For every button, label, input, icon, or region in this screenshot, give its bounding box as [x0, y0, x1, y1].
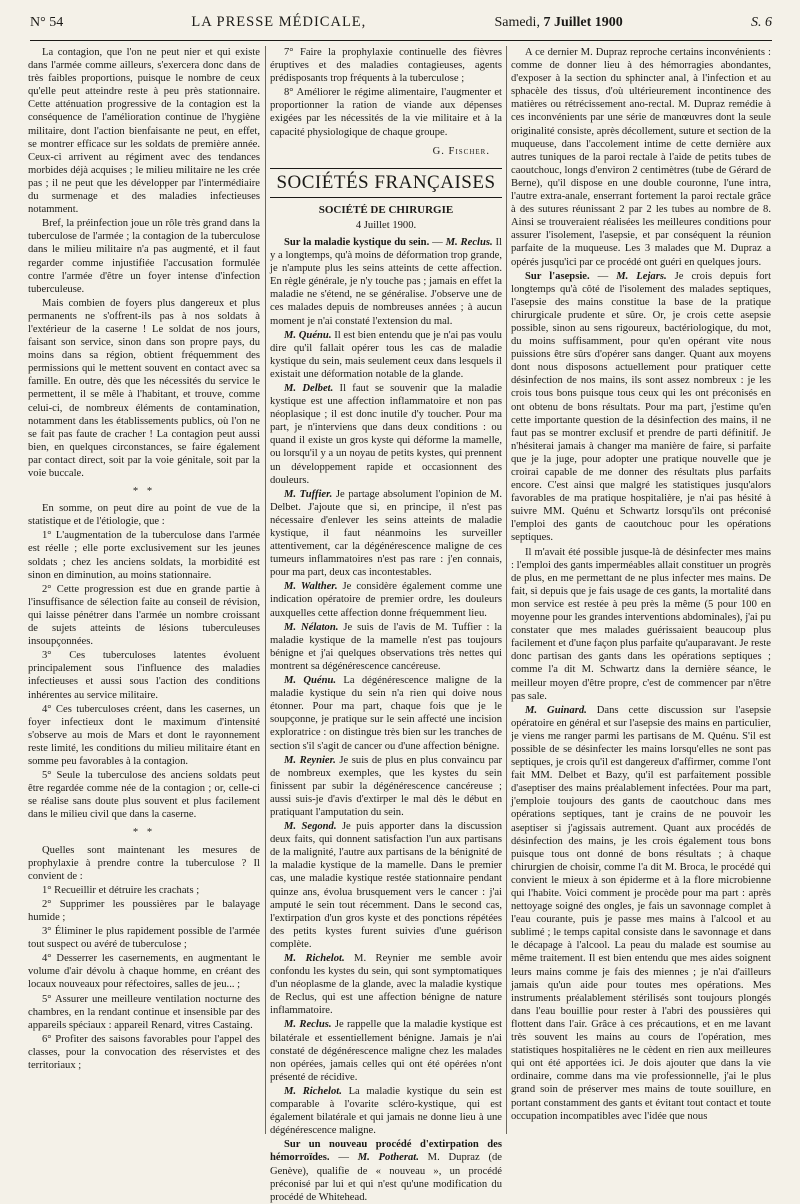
entry-text: Dans cette discussion sur l'asepsie opératoire en général et sur l'asepsie des mains en particulier, je viens me ranger parmi les partisans de M. Quénu. S'il est possible de se désinfecter les mains lorsqu'elles ne sont pas septiques, je crois qu'il est dangereux d'affirmer, comme l'ont fait MM. Delbet et Bazy, qu'il est parfaitement possible d'aseptiser des mains préalablement infectées. Pour ma part, j'emploie toujours des gants de caoutchouc dans mes opérations septiques, tant je crains de ne pouvoir les aseptiser si j'agissais autrement. Quant aux procédés de désinfection des mains, je les crois également tous bons puisque tous ont donné de bons résultats ; à chaque chirurgien de choisir, comme l'a dit M. Broca, le procédé qui convient le mieux à son épiderme et à la flore microbienne qui l'habite. Voici comment je procède pour ma part : après nettoyage soigné des ongles, je fais un savonnage complet à l'eau courante, puis je passe mes mains à l'alcool et au sublimé ; le temps capital consiste dans le savonnage et dans le décapage à l'alcool. La peau du malade est soumise au même traitement. Il est bien entendu que mes aides soignent leurs mains comme je fais des miennes ; je n'ai d'ailleurs jamais qu'un aide pour toutes mes opérations. Mes instruments préalablement stérilisés sont toujours plongés dans l'eau bouillie pour rester à l'abri des poussières qui flottent dans l'air. Grâce à ces précautions, et en me lavant très souvent les mains au cours de l'opération, mes statistiques hospitalières ne le cèdent en rien aux meilleures qui ont été apportées ici. Je dois ajouter que dans la vie ordinaire, comme dans ma vie professionnelle, j'ai le plus grand soin de préserver mes mains de toute souillure, en portant constamment des gants et évitant tout contact et toute occupation incompatibles avec l'idée que nous — [511, 704, 771, 1122]
discussion-subject: Sur l'asepsie. — [525, 270, 590, 282]
paragraph: A ce dernier M. Dupraz reproche certains inconvénients : comme de donner lieu à des hémorragies abondantes, d'exposer à la section du sphincter anal, à l'infection et au sphacèle des tissus, d'où ultérieurement incontinence des matières ou rétrécissement ano-rectal. M. Dupraz remédie à ces inconvénients par une série de manœuvres dont la seule originalité consiste, après décollement, suture et section de la muqueuse, dans l'accolement intime de cette dernière aux autres tuniques de la paroi rectale à l'aide de petits tubes de caoutchouc, longs d'environ 2 centimètres (tube de Gérard de Berne), qu'il dispose en une double couronne, l'une intra, l'autre extra-anale, enserrant fortement la paroi rectale grâce à des sutures réunissant 2 par 2 les tubes au nombre de 8. Ainsi se trouveraient réalisées les meilleures conditions pour assurer l'isolement, l'asepsie, et par conséquent la réunion parfaite de la muqueuse. Les 3 malades que M. Dupraz a opérés jusqu'ici par ce procédé ont guéri en quelques jours. — [511, 47, 771, 268]
paragraph: Mais combien de foyers plus dangereux et plus permanents ne s'offrent-ils pas à nos soldats à l'extérieur de la caserne ! Le soldat de nos jours, faisant son service, sinon dans son propre pays, du moins dans sa région, obtient fréquemment des permissions qui le mettent souvent en contact avec sa famille. En outre, dès que les nécessités du service le permettent, il se mêle à l'habitant, et trouve, comme celui-ci, de nombreux éléments de contamination, notamment dans les établissements publics, où l'on ne se fait pas faute de cracher ! La contagion peut aussi bien, en quelques circonstances, se faire également par contact direct, soit par la voie génitale, soit par la voie buccale. — [28, 297, 260, 479]
speaker-name: M. Segond. — [284, 821, 337, 833]
society-name: SOCIÉTÉ DE CHIRURGIE — [318, 203, 454, 216]
speaker-name: M. Tuffier. — [284, 488, 333, 500]
entry-text: Je crois depuis fort longtemps qu'à côté de l'isolement des malades septiques, l'asepsie des mains constitue la base de la pratique chirurgicale prudente et sûre. Or, je crois cette asepsie possible, sinon au sens rigoureux, bactériologique, du mot, du moins suffisamment, pour qu'en opérant vite nous puissions être sûrs d'opérer sans danger. Quant aux moyens dont nous disposons actuellement pour pratiquer cette désinfection de nos mains, ils sont assez nombreux : je les crois tous bons puisque tous ceux qui les ont préconisés en ont obtenu de bons résultats. Pour ma part, j'estime qu'en cette importante question de la désinfection des mains, il ne faut pas se montrer exclusif et prendre de parti définitif. Je n'hésiterai jamais à changer ma manière de faire, si parfaite que je la juge, pour adopter une pratique nouvelle que je croirai capable de me donner des résultats plus parfaits encore. C'est ainsi que malgré les statistiques jusqu'alors favorables de ma pratique hospitalière, je n'ai pas hésité à suivre MM. Quénu et Schwartz lorsqu'ils ont préconisé l'emploi des gants de caoutchouc pour les opérations septiques. — [511, 270, 772, 544]
speaker-name: M. Reclus. — [445, 236, 493, 248]
section-marker: S. 6 — [750, 15, 772, 30]
discussion-entry — [270, 952, 502, 1017]
paragraph: 5° Seule la tuberculose des anciens soldats peut être regardée comme née de la contagion ; or, celle-ci se réalise sans doute plus souvent et plus facilement dans le milieu civil que dans la caserne. — [28, 770, 260, 821]
paragraph: La contagion, que l'on ne peut nier et qui existe dans l'armée comme ailleurs, s'exercera donc dans de très faibles proportions, puisque le nombre de ceux qu'elle peut atteindre reste à peu près stationnaire. Cette atténuation progressive de la contagion est la conséquence de l'amélioration continue de l'hygiène militaire, dont l'action bienfaisante ne peut, en effet, se montrer efficace sur les soldats de première année. Ceux-ci arrivent au régiment avec des tendances morbides déjà acquises ; le milieu militaire ne les crée pas ; il ne peut que les développer par l'intermédiaire du surmenage et des maladies infectieuses notamment. — [28, 47, 260, 216]
speaker-name: M. Richelot. — [284, 953, 345, 964]
speaker-name: M. Reynier. — [284, 754, 336, 766]
entry-text: Je puis apporter dans la discussion deux faits, qui donnent satisfaction l'un aux partisans de la malignité, l'autre aux partisans de la bénignité de la maladie kystique de la mamelle. Dans le premier cas, une maladie kystique restée stationnaire pendant quinze ans, évolua brusquement vers le cancer : j'ai amputé le sein tout récemment. Dans le second cas, l'extirpation d'un gros kyste et des ponctions répétées des petits kystes furent suivies d'une guérison complète. — [270, 821, 502, 950]
entry-text: Je partage absolument l'opinion de M. Delbet. J'ajoute que si, en principe, il n'est pas nécessaire d'enlever les seins atteints de maladie kystique, il faut néanmoins les surveiller attentivement, car la dégénérescence maligne de ces tumeurs inflammatoires n'est pas rare : j'en connais, pour ma part, deux cas incontestables. — [270, 488, 502, 579]
entry-text: Je suis de plus en plus convaincu par de nombreux exemples, que les kystes du sein finissent par subir la dégénérescence cancéreuse ; aussi suis-je d'avis d'extirper le mal dès le début en pratiquant l'amputation du sein. — [270, 754, 502, 818]
discussion-entry — [270, 621, 502, 673]
author-signature: G. Fischer. — [432, 145, 490, 157]
speaker-name: M. Delbet. — [284, 382, 334, 394]
discussion-entry — [270, 754, 502, 819]
discussion-entry — [270, 382, 502, 487]
entry-text: La dégénérescence maligne de la maladie kystique du sein n'a rien qui doive nous étonner. Pour ma part, chaque fois que je le soupçonne, je pratique sur le sein affecté une incision exploratrice : on distingue très bien sur les tranches de section s'il s'agit de cancer ou d'une affection bénigne. — [270, 675, 502, 752]
speaker-name: M. Quénu. — [284, 329, 332, 341]
column-rule-2 — [506, 46, 507, 1134]
discussion-entry — [270, 580, 502, 619]
meeting-date: 4 Juillet 1900. — [355, 219, 417, 231]
entry-text: Je rappelle que la maladie kystique est bilatérale et essentiellement bénigne. Jamais je n'ai constaté de dégénérescence maligne chez les malades non opérées, jamais celles qui ont été opérées n'ont présenté de récidive. — [270, 1019, 503, 1083]
journal-title: LA PRESSE MÉDICALE, — [191, 14, 367, 30]
issue-date — [494, 15, 622, 31]
paragraph: Il m'avait été possible jusque-là de désinfecter mes mains : l'emploi des gants imperméables allait constituer un progrès de plus, en me permettant de ne plus infecter mes mains. De fait, si depuis que je fais usage de ces gants, la mortalité dans mon service est restée à peu près la même (5 pour 100 en moyenne pour les grandes interventions abdominales), j'ai pu constater que mes malades guérissaient beaucoup plus facilement et d'une façon plus parfaite qu'auparavant. Je reste donc partisan des gants dans les opérations septiques ; comme l'a dit M. Schwartz dans la dernière séance, le meilleur moyen d'être propre, c'est de commencer par n'être pas sale. — [511, 546, 772, 702]
issue-date-value: 7 Juillet 1900 — [543, 15, 623, 30]
column-1 — [28, 46, 260, 1134]
speaker-name: M. Lejars. — [616, 270, 667, 282]
discussion-entry — [270, 1018, 502, 1083]
discussion-entry: Sur l'asepsie. — M. Lejars. Je crois depuis fort longtemps qu'à côté de l'isolement des malades septiques, l'asepsie des mains constitue la base de la pratique chirurgicale prudente et sûre. Or, je crois cette asepsie possible, sinon au sens rigoureux, bactériologique, du mot, du moins suffisamment, pour qu'en opérant vite nous puissions être sûrs d'opérer sans danger. Quant aux moyens dont nous disposons actuellement pour pratiquer cette désinfection de nos mains, ils sont assez nombreux : je les crois tous bons puisque tous ceux qui les ont préconisés en ont obtenu de bons résultats. Pour ma part, j'estime qu'en cette importante question de la désinfection des mains, il ne faut pas se montrer exclusif et prendre de parti définitif. Je n'hésiterai jamais à changer ma manière de faire, si parfaite que je la juge, pour adopter une pratique nouvelle que je croirai capable de me donner des résultats plus parfaits encore. C'est ainsi que malgré les statistiques jusqu'alors favorables de ma pratique hospitalière, je n'ai pas hésité à suivre MM. Quénu et Schwartz lorsqu'ils ont préconisé l'emploi des gants de caoutchouc pour les opérations septiques. — [511, 270, 772, 544]
paragraph: 5° Assurer une meilleure ventilation nocturne des chambres, en la rendant continue et insensible par des appareils spéciaux : appareil Renard, vitres Castaing. — [28, 993, 260, 1031]
discussion-entry — [270, 1085, 502, 1137]
page-header — [30, 14, 772, 41]
speaker-name: M. Reclus. — [284, 1019, 332, 1031]
paragraph: Quelles sont maintenant les mesures de prophylaxie à prendre contre la tuberculose ? Il convient de : — [28, 844, 260, 882]
paragraph: Bref, la préinfection joue un rôle très grand dans la tuberculose de l'armée ; la contagion de la tuberculose dans le milieu militaire n'a pas augmenté, et il faut regarder comme injustifiée l'accusation formulée contre l'armée d'être un foyer intense d'infection tuberculeuse. — [28, 218, 260, 295]
paragraph: 3° Éliminer le plus rapidement possible de l'armée tout suspect ou avéré de tuberculose ; — [28, 926, 260, 951]
speaker-name: M. Richelot. — [284, 1085, 342, 1097]
section-separator: * * — [132, 486, 156, 498]
entry-text: Je considère également comme une indication opératoire de premier ordre, les douleurs auxquelles cette affection donne fréquemment lieu. — [270, 581, 502, 619]
speaker-name: M. Walther. — [284, 581, 338, 593]
entry-text: Je suis de l'avis de M. Tuffier : la maladie kystique de la mamelle n'est pas toujours bénigne et j'ai quelques observations très nettes qui montrent sa dégénérescence cancéreuse. — [270, 621, 503, 672]
column-rule-1 — [265, 46, 266, 1134]
discussion-subject: Sur la maladie kystique du sein. — [284, 236, 430, 248]
discussion-subject: Sur un nouveau procédé d'extirpation des hémorroïdes. — [270, 1139, 502, 1164]
discussion-entry — [270, 329, 502, 381]
issue-date-prefix: Samedi, — [494, 15, 544, 30]
column-2 — [270, 46, 503, 1203]
paragraph: 1° L'augmentation de la tuberculose dans l'armée est réelle ; elle porte exclusivement sur les jeunes soldats ; chez les anciens soldats, la morbidité est sinon en diminution, au moins stationnaire. — [28, 530, 260, 581]
paragraph: En somme, on peut dire au point de vue de la statistique et de l'étiologie, que : — [28, 503, 260, 528]
speaker-name: M. Quénu. — [284, 675, 337, 687]
speaker-name: M. Potherat. — [357, 1152, 419, 1164]
paragraph: 7° Faire la prophylaxie continuelle des fièvres éruptives et des maladies contagieuses, agents prédisposants trop fréquents à la tuberculose ; — [270, 47, 502, 85]
paragraph: 3° Ces tuberculoses latentes évoluent principalement sous l'influence des maladies infectieuses et aussi sous l'action des conditions inhérentes au service militaire. — [28, 650, 260, 701]
discussion-entry — [270, 488, 502, 580]
entry-text: M. Reynier me semble avoir confondu les kystes du sein, qui sont symptomatiques d'un néoplasme de la glande, avec la maladie kystique de Reclus, qui est une affection bénigne de nature inflammatoire. — [270, 953, 503, 1017]
paragraph: 4° Ces tuberculoses créent, dans les casernes, un foyer infectieux dont le maximum d'intensité s'observe au mois de Mars et dont le rayonnement reste limité, les conditions du milieu militaire étant en somme peu favorables à la contagion. — [28, 703, 260, 767]
paragraph: 2° Cette progression est due en grande partie à l'insuffisance de sélection faite au conseil de révision, qui laisse pénétrer dans l'armée un nombre croissant de sujets atteints de lésions tuberculeuses insoupçonnées. — [28, 583, 260, 648]
entry-text: M. Dupraz (de Genève), qualifie de « nouveau », un procédé préconisé par lui et qui n'est qu'une modification du procédé de Whitehead. — [270, 1152, 502, 1203]
speaker-name: M. Nélaton. — [284, 621, 339, 633]
paragraph: 1° Recueillir et détruire les crachats ; — [42, 884, 200, 896]
discussion-entry — [270, 820, 502, 951]
paragraph: 4° Desserrer les casernements, en augmentant le volume d'air dévolu à chaque homme, en créant des locaux nouveaux pour réfectoires, salles de jeu... ; — [28, 953, 260, 991]
paragraph: 8° Améliorer le régime alimentaire, l'augmenter et proportionner la ration de viande aux dépenses exigées par les nécessités de la vie militaire et à la capacité physiologique de chaque groupe. — [270, 87, 502, 138]
discussion-entry — [511, 704, 771, 1123]
paragraph: 2° Supprimer les poussières par le balayage humide ; — [28, 898, 260, 923]
speaker-name: M. Guinard. — [525, 704, 587, 716]
entry-text: Il faut se souvenir que la maladie kystique est une affection inflammatoire et non pas néoplasique ; il est donc inutile d'y toucher. Pour ma part, je n'interviens que dans deux conditions : ou quand il existe un gros kyste qui déforme la mamelle, ou lorsqu'il y a un noyau de petits kystes, qui prennent un développement rapide et occasionnent des douleurs. — [270, 382, 502, 486]
paragraph: 6° Profiter des saisons favorables pour l'appel des classes, pour la convocation des réservistes et des territoriaux ; — [28, 1033, 260, 1072]
entry-text: La maladie kystique du sein est comparable à l'ovarite scléro-kystique, qui est également bilatérale et qui jamais ne donne lieu à une dégénérescence maligne. — [270, 1085, 502, 1137]
column-3 — [511, 46, 771, 1134]
entry-text: Il est bien entendu que je n'ai pas voulu dire qu'il fallait opérer tous les cas de maladie kystique du sein, mais seulement ceux dans lesquels il existait une déformation notable de la glande. — [270, 329, 502, 380]
discussion-entry: Sur un nouveau procédé d'extirpation des hémorroïdes. — M. Potherat. M. Dupraz (de Genève), qualifie de « nouveau », un procédé préconisé par lui et qui n'est qu'une modification du procédé de Whitehead. — [270, 1139, 502, 1203]
section-heading: SOCIÉTÉS FRANÇAISES — [270, 168, 502, 198]
page-number: N° 54 — [30, 15, 64, 30]
discussion-entry: Sur la maladie kystique du sein. — M. Reclus. Il y a longtemps, qu'à moins de déformation trop grande, je n'ampute plus les seins atteints de cette affection. En règle générale, je n'y touche pas ; jamais en effet la maladie ne s'étend, ne se généralise. J'observe une de ces malades depuis de nombreuses années ; à aucun moment je n'ai constaté l'extension du mal. — [270, 236, 502, 327]
section-separator: * * — [132, 827, 156, 839]
discussion-entry — [270, 674, 502, 753]
entry-text: Il y a longtemps, qu'à moins de déformation trop grande, je n'ampute plus les seins atteints de cette affection. En règle générale, je n'y touche pas ; jamais en effet la maladie ne s'étend, ne se généralise. J'observe une de ces malades depuis de nombreuses années ; à aucun moment je n'ai constaté l'extension du mal. — [270, 236, 502, 327]
